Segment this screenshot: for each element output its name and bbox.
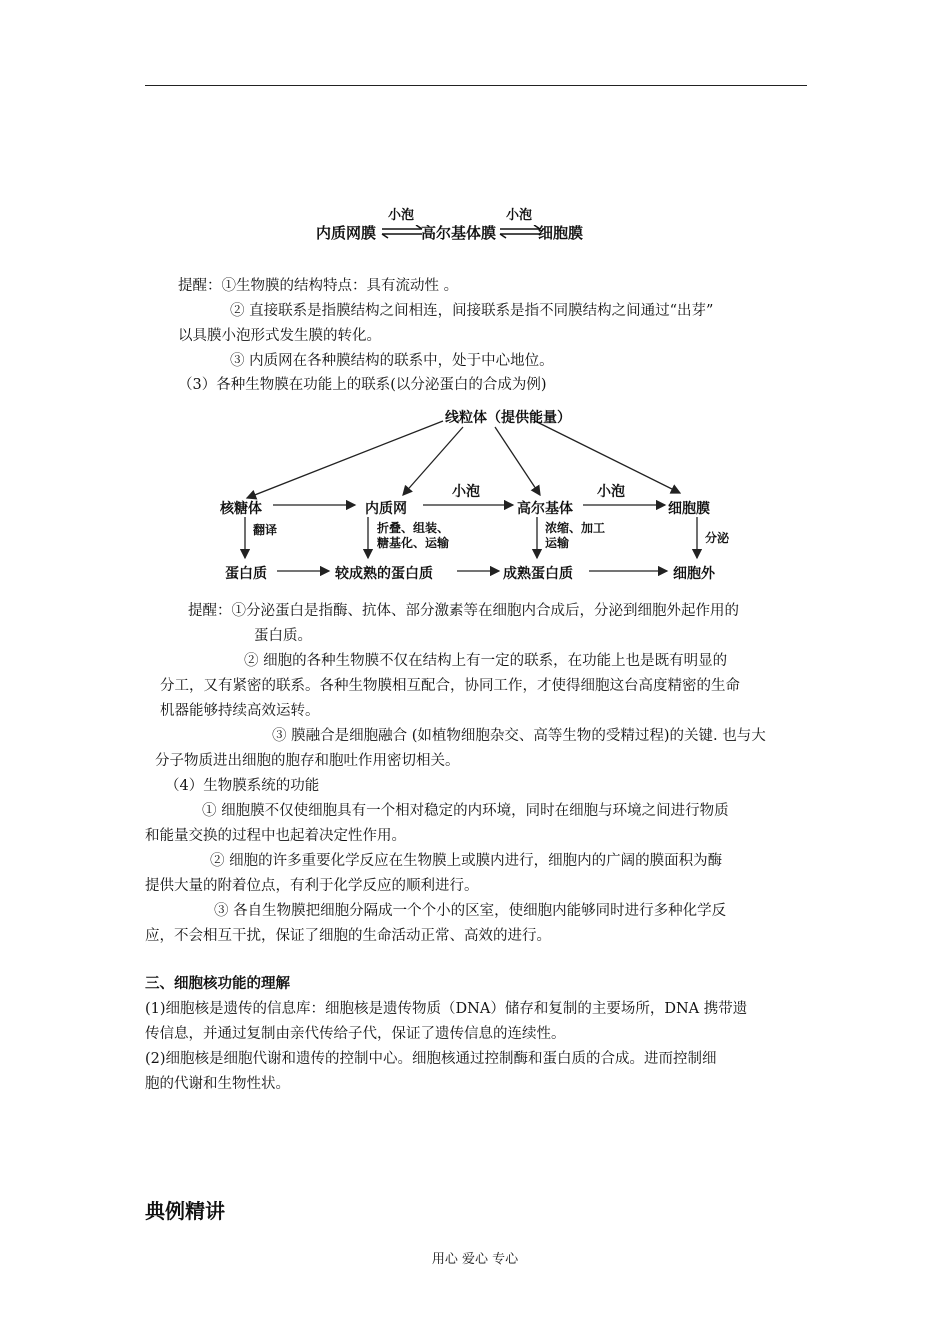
mitochondria-node: 线粒体（提供能量） [445, 410, 571, 426]
reminder2-line5: 机器能够持续高效运转。 [160, 703, 320, 719]
er-process-label-1: 折叠、组装、 [377, 521, 450, 535]
section4-p1-line2: 和能量交换的过程中也起着决定性作用。 [145, 828, 406, 844]
reversible-arrow-2 [498, 225, 542, 239]
examples-heading: 典例精讲 [145, 1199, 225, 1223]
reminder1-line4: ③ 内质网在各种膜结构的联系中，处于中心地位。 [230, 353, 554, 369]
er-node: 内质网 [365, 501, 407, 517]
outside-cell-node: 细胞外 [673, 566, 715, 582]
golgi-membrane-label: 高尔基体膜 [421, 224, 497, 242]
golgi-process-label-1: 浓缩、加工 [545, 521, 606, 535]
secrete-label: 分泌 [705, 531, 730, 545]
part3-p1-line2: 传信息，并通过复制由亲代传给子代，保证了遗传信息的连续性。 [145, 1026, 566, 1042]
part3-p2-line2: 胞的代谢和生物性状。 [145, 1076, 290, 1092]
mature-protein-node: 成熟蛋白质 [503, 566, 573, 582]
vesicle-label-2: 小泡 [506, 208, 533, 223]
section4-p3-line2: 应，不会相互干扰，保证了细胞的生命活动正常、高效的进行。 [145, 928, 551, 944]
page-footer: 用心 爱心 专心 [431, 1252, 519, 1267]
part3-p2-line1: (2)细胞核是细胞代谢和遗传的控制中心。细胞核通过控制酶和蛋白质的合成。进而控制细 [145, 1051, 717, 1067]
section4-p2-line1: ② 细胞的许多重要化学反应在生物膜上或膜内进行，细胞内的广阔的膜面积为酶 [210, 853, 723, 869]
reminder2-line3: ② 细胞的各种生物膜不仅在结构上有一定的联系，在功能上也是既有明显的 [244, 653, 728, 669]
reminder2-line7: 分子物质进出细胞的胞存和胞吐作用密切相关。 [155, 753, 460, 769]
er-process-label-2: 糖基化、运输 [377, 536, 450, 550]
translate-label: 翻译 [253, 523, 278, 537]
reminder1-line2: ② 直接联系是指膜结构之间相连，间接联系是指不同膜结构之间通过“出芽” [230, 303, 714, 319]
section4-p1-line1: ① 细胞膜不仅使细胞具有一个相对稳定的内环境，同时在细胞与环境之间进行物质 [202, 803, 729, 819]
protein-node: 蛋白质 [225, 566, 267, 582]
vesicle-label-a: 小泡 [452, 484, 480, 500]
section4-p3-line1: ③ 各自生物膜把细胞分隔成一个个小的区室，使细胞内能够同时进行多种化学反 [214, 903, 727, 919]
part3-p1-line1: (1)细胞核是遗传的信息库：细胞核是遗传物质（DNA）储存和复制的主要场所，DNA 携带遗 [145, 1001, 748, 1017]
reminder2-line6: ③ 膜融合是细胞融合 (如植物细胞杂交、高等生物的受精过程)的关键. 也与大 [272, 728, 766, 744]
er-membrane-label: 内质网膜 [316, 224, 377, 242]
secretory-protein-flow-diagram [205, 403, 750, 588]
vesicle-label-b: 小泡 [597, 484, 625, 500]
reminder2-line4: 分工，又有紧密的联系。各种生物膜相互配合，协同工作，才使得细胞这台高度精密的生命 [160, 678, 740, 694]
golgi-node: 高尔基体 [517, 501, 573, 517]
reminder2-line2: 蛋白质。 [254, 628, 312, 644]
section4-title: （4）生物膜系统的功能 [165, 778, 320, 794]
vesicle-label-1: 小泡 [388, 208, 415, 223]
mature-less-protein-node: 较成熟的蛋白质 [335, 566, 433, 582]
reminder1-line1: 提醒：①生物膜的结构特点：具有流动性 。 [178, 278, 459, 294]
ribosome-node: 核糖体 [220, 501, 262, 517]
part3-title: 三、细胞核功能的理解 [145, 975, 290, 992]
reminder1-line3: 以具膜小泡形式发生膜的转化。 [178, 328, 381, 344]
section3-title: （3）各种生物膜在功能上的联系(以分泌蛋白的合成为例) [178, 377, 547, 393]
cell-membrane-label: 细胞膜 [538, 224, 584, 242]
header-rule [145, 85, 807, 86]
reminder2-line1: 提醒：①分泌蛋白是指酶、抗体、部分激素等在细胞内合成后，分泌到细胞外起作用的 [188, 603, 739, 619]
cell-membrane-node: 细胞膜 [668, 501, 710, 517]
section4-p2-line2: 提供大量的附着位点，有利于化学反应的顺利进行。 [145, 878, 479, 894]
reversible-arrow-1 [380, 225, 424, 239]
golgi-process-label-2: 运输 [545, 536, 570, 550]
